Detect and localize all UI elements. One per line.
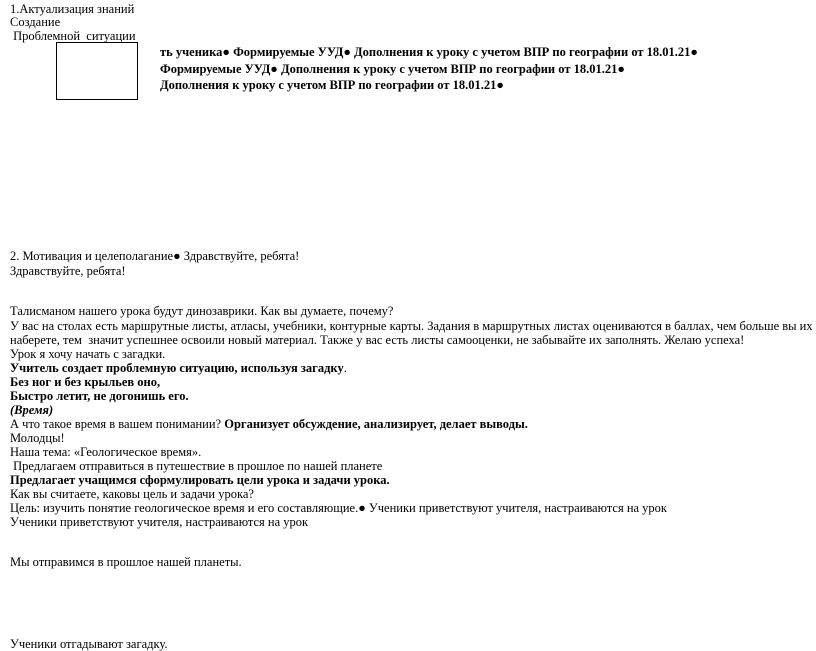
header-row-1: ть ученика● Формируемые УУД● Дополнения к уроку с учетом ВПР по географии от 18.01.21● bbox=[160, 45, 698, 59]
stage2-title: 2. Мотивация и целеполагание● Здравствуйте, ребята! bbox=[10, 249, 300, 263]
lesson-topic: Наша тема: «Геологическое время». bbox=[10, 445, 202, 459]
teacher-action-goals: Предлагает учащимся сформулировать цели урока и задачи урока. bbox=[10, 473, 390, 487]
header-row-2: Формируемые УУД● Дополнения к уроку с учетом ВПР по географии от 18.01.21● bbox=[160, 62, 625, 76]
question-time: А что такое время в вашем понимании? bbox=[10, 417, 225, 431]
body-line-1: Талисманом нашего урока будут динозаврики. Как вы думаете, почему? bbox=[10, 304, 394, 318]
stage1-line2: Создание bbox=[10, 15, 61, 29]
riddle-answer: (Время) bbox=[10, 403, 54, 417]
body-line-18: Ученики отгадывают загадку. bbox=[10, 637, 168, 651]
lesson-goal: Цель: изучить понятие геологическое время и его составляющие.● Ученики приветствуют учителя, настраиваются на урок bbox=[10, 501, 668, 515]
riddle-line-1: Без ног и без крыльев оно, bbox=[10, 375, 161, 389]
teacher-action-discussion: Организует обсуждение, анализирует, делает выводы. bbox=[224, 417, 528, 431]
body-line-16: Ученики приветствуют учителя, настраиваются на урок bbox=[10, 515, 309, 529]
stage2-greeting: Здравствуйте, ребята! bbox=[10, 264, 126, 278]
empty-image-frame bbox=[56, 42, 138, 100]
body-line-9 bbox=[10, 417, 528, 431]
stage1-line3: Проблемной ситуации bbox=[10, 29, 136, 43]
body-line-5 bbox=[10, 361, 347, 375]
body-line-12: Предлагаем отправиться в путешествие в прошлое по нашей планете bbox=[10, 459, 383, 473]
stage1-title: 1.Актуализация знаний bbox=[10, 2, 135, 16]
body-line-5-end: . bbox=[343, 361, 347, 375]
header-row-3: Дополнения к уроку с учетом ВПР по географии от 18.01.21● bbox=[160, 78, 504, 92]
body-line-10: Молодцы! bbox=[10, 431, 65, 445]
body-line-2: У вас на столах есть маршрутные листы, атласы, учебники, контурные карты. Задания в маршрутных листах оцениваются в баллах, чем больше вы их bbox=[10, 319, 813, 333]
body-line-4: Урок я хочу начать с загадки. bbox=[10, 347, 166, 361]
body-line-17: Мы отправимся в прошлое нашей планеты. bbox=[10, 555, 242, 569]
riddle-line-2: Быстро летит, не догонишь его. bbox=[10, 389, 189, 403]
teacher-action-riddle: Учитель создает проблемную ситуацию, используя загадку bbox=[10, 361, 344, 375]
body-line-3: наберете, тем значит успешнее освоили новый материал. Также у вас есть листы самооценки, не забывайте их заполнять. Желаю успеха! bbox=[10, 333, 745, 347]
body-line-14: Как вы считаете, каковы цель и задачи урока? bbox=[10, 487, 254, 501]
